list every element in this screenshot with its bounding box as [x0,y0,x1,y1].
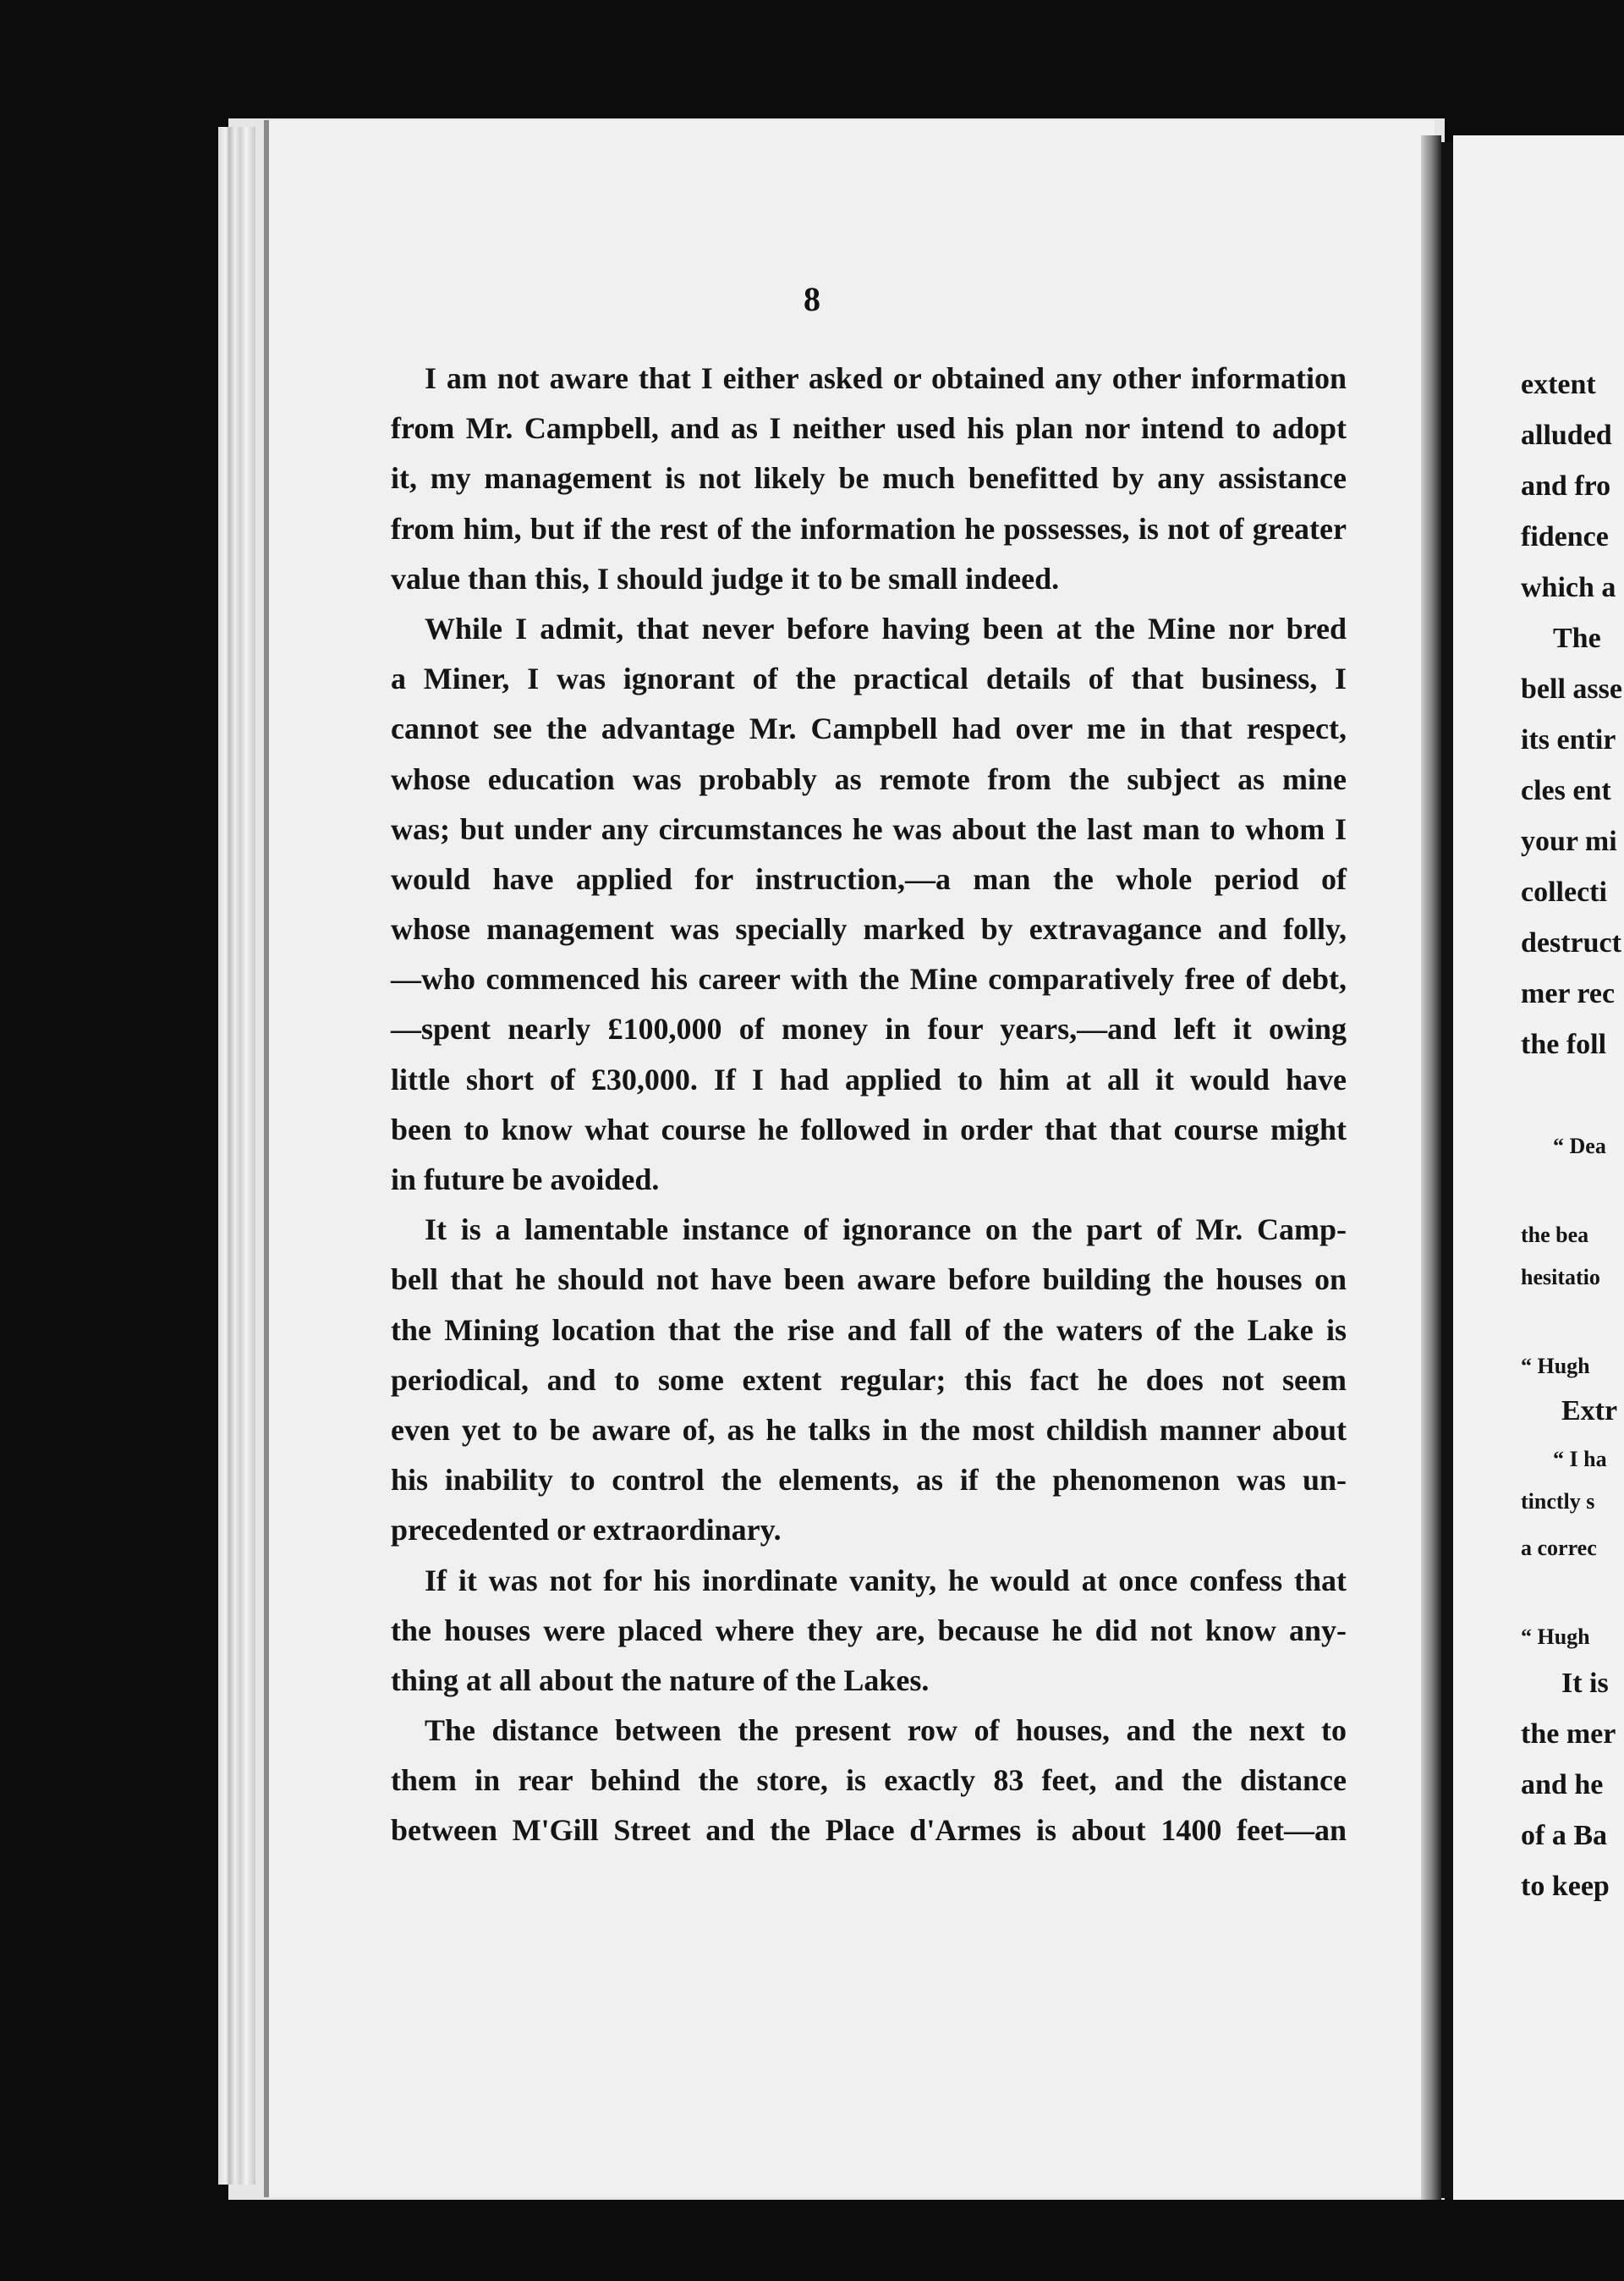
text-line: It is a lamentable instance of ignorance on the part of Mr. Camp- [425,1212,1347,1247]
text-line: was; but under any circumstances he was about the last man to whom I [391,811,1347,846]
right-page-line: of a Ba [1521,1820,1607,1851]
text-line: little short of £30,000. If I had applied to him at all it would have [391,1062,1347,1097]
right-page-line: It is [1561,1668,1609,1699]
right-page-line: collecti [1521,877,1607,908]
text-line: While I admit, that never before having been at the Mine nor bred [425,611,1347,646]
right-page-line: “ Hugh [1521,1624,1590,1649]
text-line: from Mr. Campbell, and as I neither used his plan nor intend to adopt [391,411,1347,446]
right-page-line: the mer [1521,1718,1616,1750]
right-page-line: “ Hugh [1521,1354,1590,1378]
text-line: would have applied for instruction,—a man the whole period of [391,861,1347,896]
right-page-line: and fro [1521,470,1611,502]
right-page-line: the bea [1521,1223,1589,1247]
right-page-line: fidence [1521,521,1609,552]
text-line: been to know what course he followed in order that that course might [391,1112,1347,1146]
text-line: thing at all about the nature of the Lakes. [391,1663,930,1697]
text-line: I am not aware that I either asked or obtained any other information [425,361,1347,395]
text-line: value than this, I should judge it to be small indeed. [391,561,1060,596]
right-page-line: its entir [1521,724,1616,756]
right-page-line: a correc [1521,1536,1597,1560]
right-page-line: mer rec [1521,978,1616,1009]
text-line: precedented or extraordinary. [391,1513,782,1547]
text-line: them in rear behind the store, is exactly 83 feet, and the distance [391,1763,1347,1798]
page-fold-shadow [1421,135,1441,2200]
text-line: —spent nearly £100,000 of money in four years,—and left it owing [391,1012,1347,1047]
text-line: a Miner, I was ignorant of the practical details of that business, I [391,662,1347,696]
text-line: the Mining location that the rise and fall of the waters of the Lake is [391,1312,1347,1347]
right-page-line: The [1553,623,1601,654]
text-line: periodical, and to some extent regular; this fact he does not seem [391,1362,1347,1397]
text-line: it, my management is not likely be much benefitted by any assistance [391,461,1347,496]
right-page-line: destruct [1521,927,1621,959]
right-page-line: “ Dea [1553,1134,1606,1158]
right-page-line: cles ent [1521,775,1611,806]
text-line: bell that he should not have been aware before building the houses on [391,1262,1347,1297]
right-page-line: Extr [1561,1395,1618,1426]
text-line: between M'Gill Street and the Place d'Armes is about 1400 feet—an [391,1813,1347,1848]
right-page-line: which a [1521,572,1616,603]
page-stack-edges [218,127,255,2185]
right-page-line: your mi [1521,826,1617,857]
text-line: The distance between the present row of houses, and the next to [425,1713,1347,1748]
text-line: whose management was specially marked by extravagance and folly, [391,912,1347,947]
body-text [391,354,1347,1856]
book-gutter [1441,142,1453,2198]
right-page-line: tinctly s [1521,1489,1595,1514]
text-line: from him, but if the rest of the information he possesses, is not of greater [391,511,1347,546]
text-line: his inability to control the elements, as if the phenomenon was un- [391,1463,1347,1498]
right-page-line: extent [1521,369,1596,400]
page-number: 8 [804,280,820,318]
right-page-line: bell asse [1521,673,1622,705]
right-page-line: the foll [1521,1029,1607,1060]
right-page-line: and he [1521,1769,1604,1800]
text-line: the houses were placed where they are, because he did not know any- [391,1613,1347,1647]
text-line: whose education was probably as remote from the subject as mine [391,761,1347,796]
text-line: cannot see the advantage Mr. Campbell had over me in that respect, [391,712,1347,746]
text-line: —who commenced his career with the Mine comparatively free of debt, [391,962,1347,997]
text-line: If it was not for his inordinate vanity, he would at once confess that [425,1563,1347,1597]
right-page-line: “ I ha [1553,1447,1607,1471]
right-page-line: alluded [1521,420,1612,451]
right-page-line: to keep [1521,1871,1610,1902]
text-line: even yet to be aware of, as he talks in the most childish manner about [391,1412,1347,1447]
right-page-line: hesitatio [1521,1265,1600,1289]
text-line: in future be avoided. [391,1162,660,1196]
